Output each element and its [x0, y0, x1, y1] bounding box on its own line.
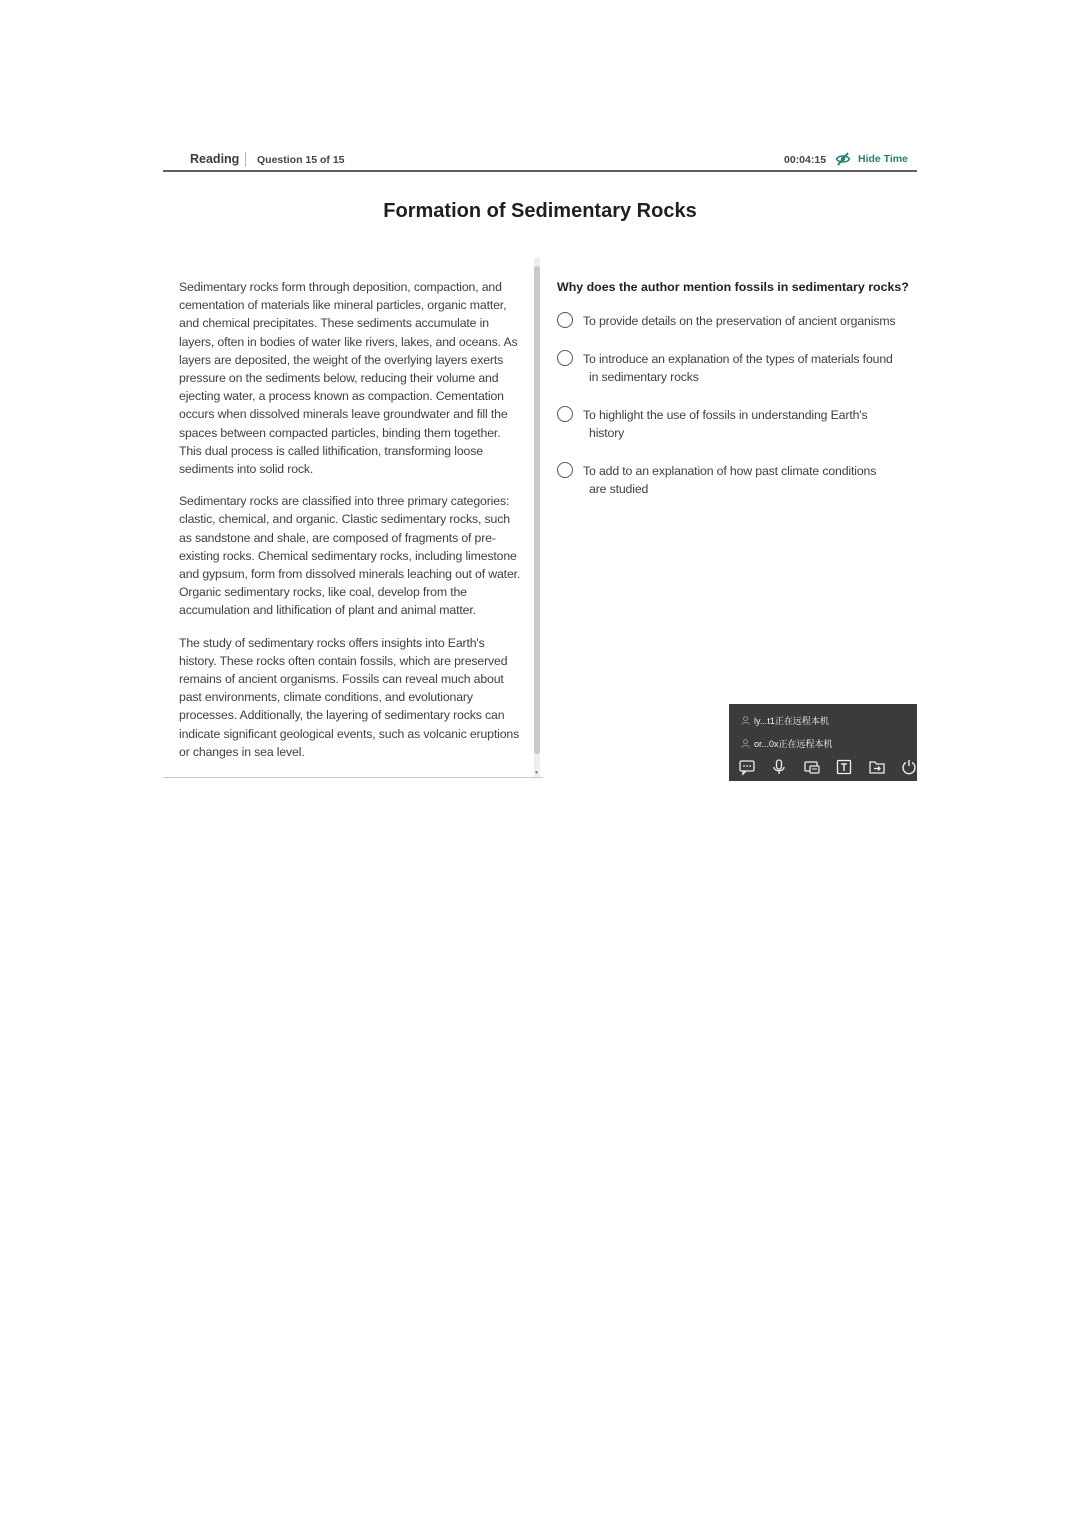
microphone-button[interactable]	[769, 757, 789, 777]
hide-time-label: Hide Time	[858, 153, 908, 165]
answer-option-line: history	[589, 426, 625, 440]
chat-button[interactable]	[737, 757, 757, 777]
keyboard-icon	[803, 758, 821, 776]
page-title: Formation of Sedimentary Rocks	[383, 200, 697, 222]
answer-option-1[interactable]	[557, 312, 912, 330]
question-counter: Question 15 of 15	[257, 154, 345, 166]
passage-paragraph: Sedimentary rocks form through deposition, compaction, and cementation of materials like mineral particles, organic matter, and chemical precipitates. These sediments accumulate in layers, often in bodies of water like rivers, lakes, and oceans. As layers are deposited, the weight of the overlying layers exerts pressure on the sediments below, reducing their volume and ejecting water, a process known as compaction. Cementation occurs when dissolved minerals leave groundwater and fill the spaces between compacted particles, binding them together. This dual process is called lithification, transforming loose sediments into solid rock.	[179, 280, 518, 477]
passage-scrollbar[interactable]	[533, 258, 541, 778]
file-transfer-icon	[868, 758, 886, 776]
question-panel	[557, 280, 912, 498]
user-icon	[741, 716, 750, 725]
remote-user-row	[741, 714, 829, 727]
eye-slash-icon	[835, 151, 851, 167]
keyboard-button[interactable]	[802, 757, 822, 777]
answer-option-line: in sedimentary rocks	[589, 370, 699, 384]
user-icon	[741, 739, 750, 748]
scroll-down-icon[interactable]: ▼	[534, 770, 539, 776]
test-frame	[163, 140, 917, 781]
answer-option-text	[583, 312, 895, 330]
passage-bottom-divider	[163, 777, 543, 778]
passage-paragraph: Sedimentary rocks are classified into three primary categories: clastic, chemical, and organic. Clastic sedimentary rocks, such as sandstone and shale, are composed of fragments of pre-existing rocks. Chemical sedimentary rocks, including limestone and gypsum, form from dissolved minerals leaching out of water. Organic sedimentary rocks, like coal, develop from the accumulation and lithification of plant and animal matter.	[179, 494, 521, 618]
answer-option-line: To highlight the use of fossils in understanding Earth's	[583, 408, 868, 422]
section-label: Reading	[190, 152, 240, 166]
chat-icon	[738, 758, 756, 776]
remote-user-label: or...0x正在远程本机	[754, 739, 833, 749]
answer-option-4[interactable]	[557, 462, 912, 498]
top-bar	[163, 140, 917, 172]
remote-control-widget	[729, 704, 917, 781]
radio-button[interactable]	[557, 350, 573, 366]
remote-user-row	[741, 737, 833, 750]
power-icon	[900, 758, 918, 776]
file-transfer-button[interactable]	[867, 757, 887, 777]
passage-paragraph: The study of sedimentary rocks offers insights into Earth's history. These rocks often contain fossils, which are preserved remains of ancient organisms. Fossils can reveal much about past environments, climate conditions, and evolutionary processes. Additionally, the layering of sedimentary rocks can indicate significant geological events, such as volcanic eruptions or changes in sea level.	[179, 635, 520, 759]
hide-time-button[interactable]	[835, 150, 908, 168]
question-text: Why does the author mention fossils in sedimentary rocks?	[557, 280, 909, 294]
remote-user-label: ly...t1正在远程本机	[754, 716, 829, 726]
answer-option-3[interactable]	[557, 406, 912, 442]
answer-option-line: To introduce an explanation of the types of materials found	[583, 352, 893, 366]
power-button[interactable]	[899, 757, 919, 777]
answer-option-2[interactable]	[557, 350, 912, 386]
answer-option-text	[583, 350, 893, 386]
radio-button[interactable]	[557, 462, 573, 478]
header-divider	[245, 152, 246, 167]
answer-option-line: To add to an explanation of how past climate conditions	[583, 464, 877, 478]
remote-toolbar	[737, 757, 919, 777]
answer-options	[557, 312, 912, 498]
answer-option-text	[583, 406, 867, 442]
radio-button[interactable]	[557, 406, 573, 422]
microphone-icon	[770, 758, 788, 776]
answer-option-line: To provide details on the preservation of ancient organisms	[583, 314, 896, 328]
answer-option-line: are studied	[589, 482, 649, 496]
text-icon	[835, 758, 853, 776]
reading-passage	[179, 278, 524, 778]
text-button[interactable]	[834, 757, 854, 777]
timer: 00:04:15	[784, 154, 827, 166]
scrollbar-thumb[interactable]	[534, 266, 540, 754]
radio-button[interactable]	[557, 312, 573, 328]
answer-option-text	[583, 462, 876, 498]
